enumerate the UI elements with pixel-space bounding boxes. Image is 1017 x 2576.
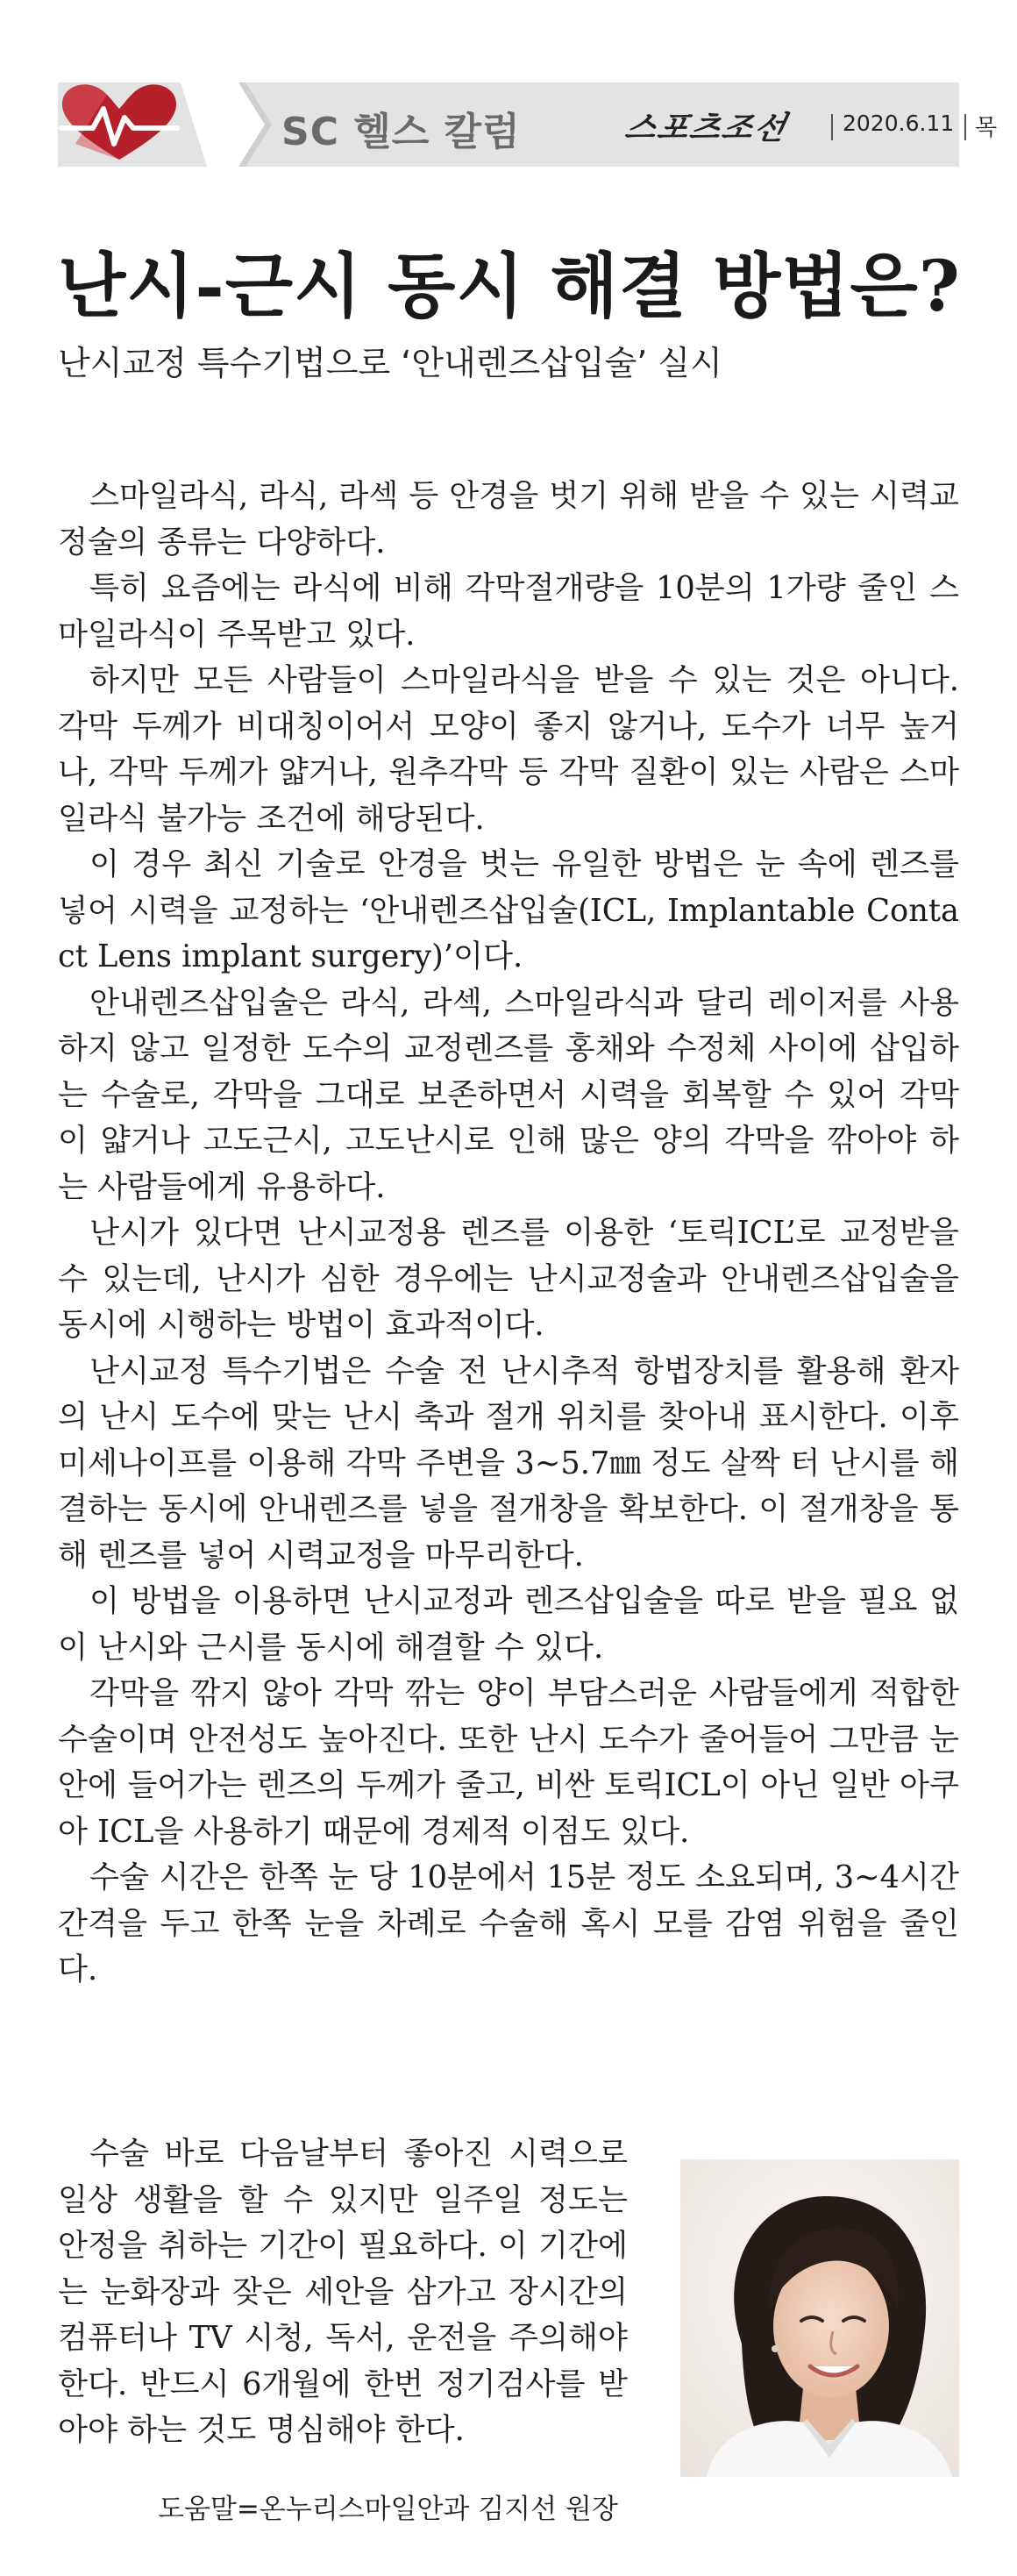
- header-divider: [831, 114, 833, 140]
- article-credit: 도움말=온누리스마일안과 김지선 원장: [158, 2494, 618, 2525]
- publish-date: 2020.6.11: [843, 111, 955, 136]
- article-paragraph: 수술 시간은 한쪽 눈 당 10분에서 15분 정도 소요되며, 3~4시간 간격을 두고 한쪽 눈을 차례로 수술해 혹시 모를 감염 위험을 줄인다.: [58, 1859, 959, 1987]
- article-paragraph: 난시가 있다면 난시교정용 렌즈를 이용한 ‘토릭ICL’로 교정받을 수 있는데, 난시가 심한 경우에는 난시교정술과 안내렌즈삽입술을 동시에 시행하는 방법이 효과적이다.: [58, 1215, 959, 1343]
- article-paragraph: 안내렌즈삽입술은 라식, 라섹, 스마일라식과 달리 레이저를 사용하지 않고 일정한 도수의 교정렌즈를 홍채와 수정체 사이에 삽입하는 수술로, 각막을 그대로 보존하면서 시력을 회복할 수 있어 각막이 얇거나 고도근시, 고도난시로 인해 많은 양의 각막을 깎아야 하는 사람들에게 유용하다.: [58, 984, 959, 1205]
- header-tab-shape: [154, 82, 286, 167]
- article-body: [58, 474, 959, 1994]
- portrait-image: [680, 2159, 959, 2477]
- header-divider: [964, 114, 966, 140]
- column-header-bar: [58, 82, 998, 167]
- article-paragraph: 각막을 깎지 않아 각막 깎는 양이 부담스러운 사람들에게 적합한 수술이며 안전성도 높아진다. 또한 난시 도수가 줄어들어 그만큼 눈 안에 들어가는 렌즈의 두께가 줄고, 비싼 토릭ICL이 아닌 일반 아쿠아 ICL을 사용하기 때문에 경제적 이점도 있다.: [58, 1675, 959, 1850]
- article-paragraph-last: 수술 바로 다음날부터 좋아진 시력으로 일상 생활을 할 수 있지만 일주일 정도는 안정을 취하는 기간이 필요하다. 이 기간에는 눈화장과 잦은 세안을 삼가고 장시간의 컴퓨터나 TV 시청, 독서, 운전을 주의해야 한다. 반드시 6개월에 한번 정기검사를 받아야 하는 것도 명심해야 한다.: [58, 2136, 628, 2448]
- newspaper-logo: 스포츠조선: [622, 111, 791, 146]
- article-headline: 난시-근시 동시 해결 방법은?: [58, 245, 961, 327]
- article-subhead: 난시교정 특수기법으로 ‘안내렌즈삽입술’ 실시: [58, 344, 722, 382]
- article-paragraph: 특히 요즘에는 라식에 비해 각막절개량을 10분의 1가량 줄인 스마일라식이 주목받고 있다.: [58, 570, 959, 653]
- publish-weekday: 목: [975, 115, 998, 141]
- article-paragraph: 난시교정 특수기법은 수술 전 난시추적 항법장치를 활용해 환자의 난시 도수에 맞는 난시 축과 절개 위치를 찾아내 표시한다. 이후 미세나이프를 이용해 각막 주변을 3~5.7㎜ 정도 살짝 터 난시를 해결하는 동시에 안내렌즈를 넣을 절개창을 확보한다. 이 절개창을 통해 렌즈를 넣어 시력교정을 마무리한다.: [58, 1352, 959, 1573]
- article-closing: [58, 2131, 628, 2454]
- doctor-portrait-photo: [680, 2159, 959, 2477]
- article-paragraph: 스마일라식, 라식, 라섹 등 안경을 벗기 위해 받을 수 있는 시력교정술의 종류는 다양하다.: [58, 478, 959, 560]
- article-paragraph: 하지만 모든 사람들이 스마일라식을 받을 수 있는 것은 아니다. 각막 두께가 비대칭이어서 모양이 좋지 않거나, 도수가 너무 높거나, 각막 두께가 얇거나, 원추각막 등 각막 질환이 있는 사람은 스마일라식 불가능 조건에 해당된다.: [58, 662, 959, 837]
- article-paragraph: 이 경우 최신 기술로 안경을 벗는 유일한 방법은 눈 속에 렌즈를 넣어 시력을 교정하는 ‘안내렌즈삽입술(ICL, Implantable Contact Lens implant surgery)’이다.: [58, 846, 959, 974]
- column-title: SC 헬스 칼럼: [281, 110, 521, 154]
- article-paragraph: 이 방법을 이용하면 난시교정과 렌즈삽입술을 따로 받을 필요 없이 난시와 근시를 동시에 해결할 수 있다.: [58, 1583, 959, 1666]
